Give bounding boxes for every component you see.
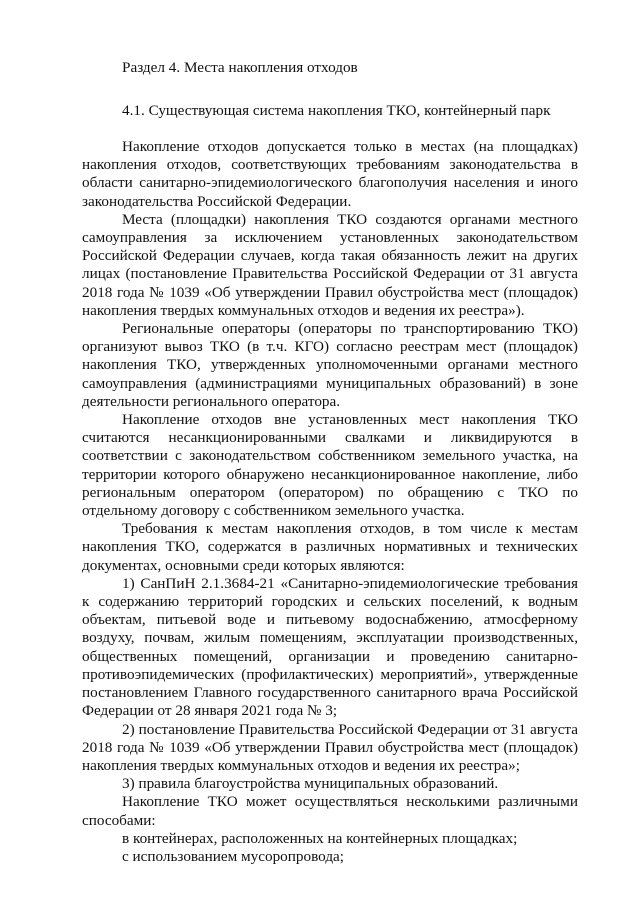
methods-intro: Накопление ТКО может осуществляться несколькими различными способами:	[82, 793, 578, 829]
list-item: 2) постановление Правительства Российской Федерации от 31 августа 2018 года № 1039 «Об утверждении Правил обустройства мест (площадок) накопления твердых коммунальных отходов и ведения их реестра»;	[82, 720, 578, 774]
paragraph: Места (площадки) накопления ТКО создаются органами местного самоуправления за исключением установленных законодательством Российской Федерации случаев, когда такая обязанность лежит на других лицах (постановление Правительства Российской Федерации от 31 августа 2018 года № 1039 «Об утверждении Правил обустройства мест (площадок) накопления твердых коммунальных отходов и ведения их реестра»).	[82, 210, 578, 319]
paragraph: Региональные операторы (операторы по транспортированию ТКО) организуют вывоз ТКО (в т.ч. КГО) согласно реестрам мест (площадок) накопления ТКО, утвержденных уполномоченными органами местного самоуправления (администрациями муниципальных образований) в зоне деятельности регионального оператора.	[82, 320, 578, 410]
paragraph: Требования к местам накопления отходов, в том числе к местам накопления ТКО, содержатся в различных нормативных и технических документах, основными среди которых являются:	[82, 520, 578, 574]
paragraph: Накопление отходов допускается только в местах (на площадках) накопления отходов, соответствующих требованиям законодательства в области санитарно-эпидемиологического благополучия населения и иного законодательства Российской Федерации.	[82, 138, 578, 210]
list-item: 3) правила благоустройства муниципальных образований.	[122, 775, 499, 793]
subsection-title: 4.1. Существующая система накопления ТКО, контейнерный парк	[122, 102, 551, 119]
method-item: с использованием мусоропровода;	[122, 847, 345, 865]
section-title: Раздел 4. Места накопления отходов	[122, 59, 358, 76]
list-item: 1) СанПиН 2.1.3684-21 «Санитарно-эпидемиологические требования к содержанию территорий городских и сельских поселений, к водным объектам, питьевой воде и питьевому водоснабжению, атмосферному воздуху, почвам, жилым помещениям, эксплуатации производственных, общественных помещений, организации и проведению санитарно-противоэпидемических (профилактических) мероприятий», утвержденные постановлением Главного государственного санитарного врача Российской Федерации от 28 января 2021 года № 3;	[82, 574, 578, 720]
method-item: в контейнерах, расположенных на контейнерных площадках;	[122, 829, 518, 847]
paragraph: Накопление отходов вне установленных мест накопления ТКО считаются несанкционированными свалками и ликвидируются в соответствии с законодательством собственником земельного участка, на территории которого обнаружено несанкционированное накопление, либо региональным оператором (оператором) по обращению с ТКО по отдельному договору с собственником земельного участка.	[82, 411, 578, 520]
